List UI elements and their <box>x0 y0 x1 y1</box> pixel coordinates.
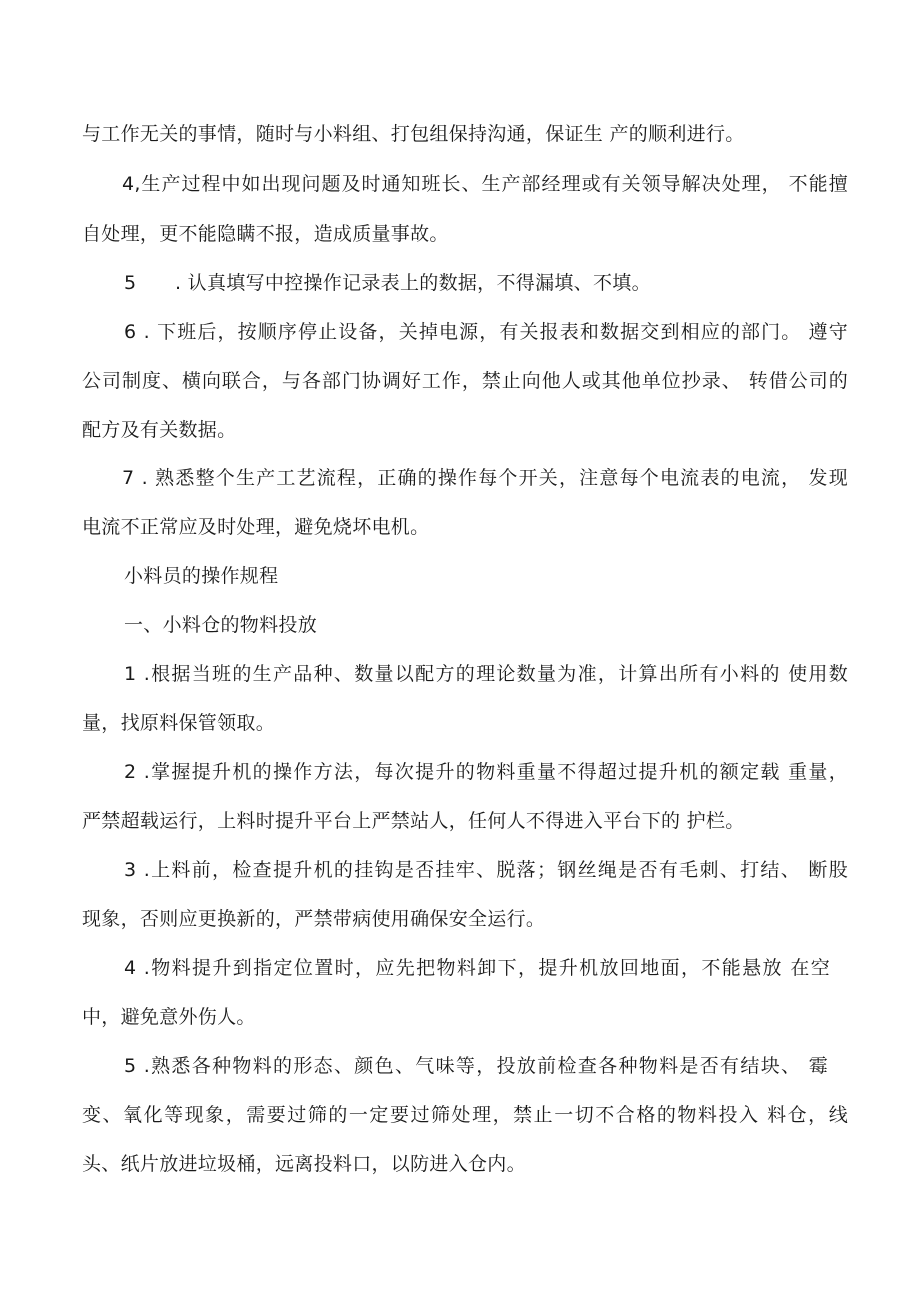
paragraph-line: 4,生产过程中如出现问题及时通知班长、生产部经理或有关领导解决处理， 不能擅 <box>122 173 848 195</box>
paragraph-line: 7 . 熟悉整个生产工艺流程，正确的操作每个开关，注意每个电流表的电流， 发现 <box>122 467 848 489</box>
paragraph-line: 2 .掌握提升机的操作方法，每次提升的物料重量不得超过提升机的额定载 重量， <box>124 761 848 783</box>
subsection-heading: 一、小料仓的物料投放 <box>124 614 318 636</box>
paragraph-line: 中，避免意外伤人。 <box>82 1006 256 1028</box>
section-heading: 小料员的操作规程 <box>124 565 279 587</box>
paragraph-line: 配方及有关数据。 <box>82 419 237 441</box>
paragraph-line: 4 .物料提升到指定位置时，应先把物料卸下，提升机放回地面，不能悬放 在空 <box>124 957 830 979</box>
paragraph-line: 自处理，更不能隐瞒不报，造成质量事故。 <box>82 223 449 245</box>
paragraph-line: 3 .上料前，检查提升机的挂钩是否挂牢、脱落；钢丝绳是否有毛刺、打结、 断股 <box>124 859 848 881</box>
paragraph-line: 现象，否则应更换新的，严禁带病使用确保安全运行。 <box>82 908 546 930</box>
paragraph-line: 严禁超载运行，上料时提升平台上严禁站人，任何人不得进入平台下的 护栏。 <box>82 810 745 832</box>
paragraph-line: 6 . 下班后，按顺序停止设备，关掉电源，有关报表和数据交到相应的部门。 遵守 <box>124 321 848 343</box>
paragraph-line: 1 .根据当班的生产品种、数量以配方的理论数量为准，计算出所有小料的 使用数 <box>124 663 848 685</box>
paragraph-line: 头、纸片放进垃圾桶，远离投料口，以防进入仓内。 <box>82 1153 526 1175</box>
paragraph-line: 变、氧化等现象，需要过筛的一定要过筛处理，禁止一切不合格的物料投入 料仓，线 <box>82 1104 848 1126</box>
paragraph-line: 电流不正常应及时处理，避免烧坏电机。 <box>82 516 430 538</box>
paragraph-line: 与工作无关的事情，随时与小料组、打包组保持沟通，保证生 产的顺利进行。 <box>82 123 745 145</box>
paragraph-line: 公司制度、横向联合，与各部门协调好工作，禁止向他人或其他单位抄录、 转借公司的 <box>82 370 848 392</box>
paragraph-line: 5 . 认真填写中控操作记录表上的数据，不得漏填、不填。 <box>124 272 651 294</box>
paragraph-line: 量，找原料保管领取。 <box>82 712 276 734</box>
paragraph-line: 5 .熟悉各种物料的形态、颜色、气味等，投放前检查各种物料是否有结块、 霉 <box>124 1055 828 1077</box>
